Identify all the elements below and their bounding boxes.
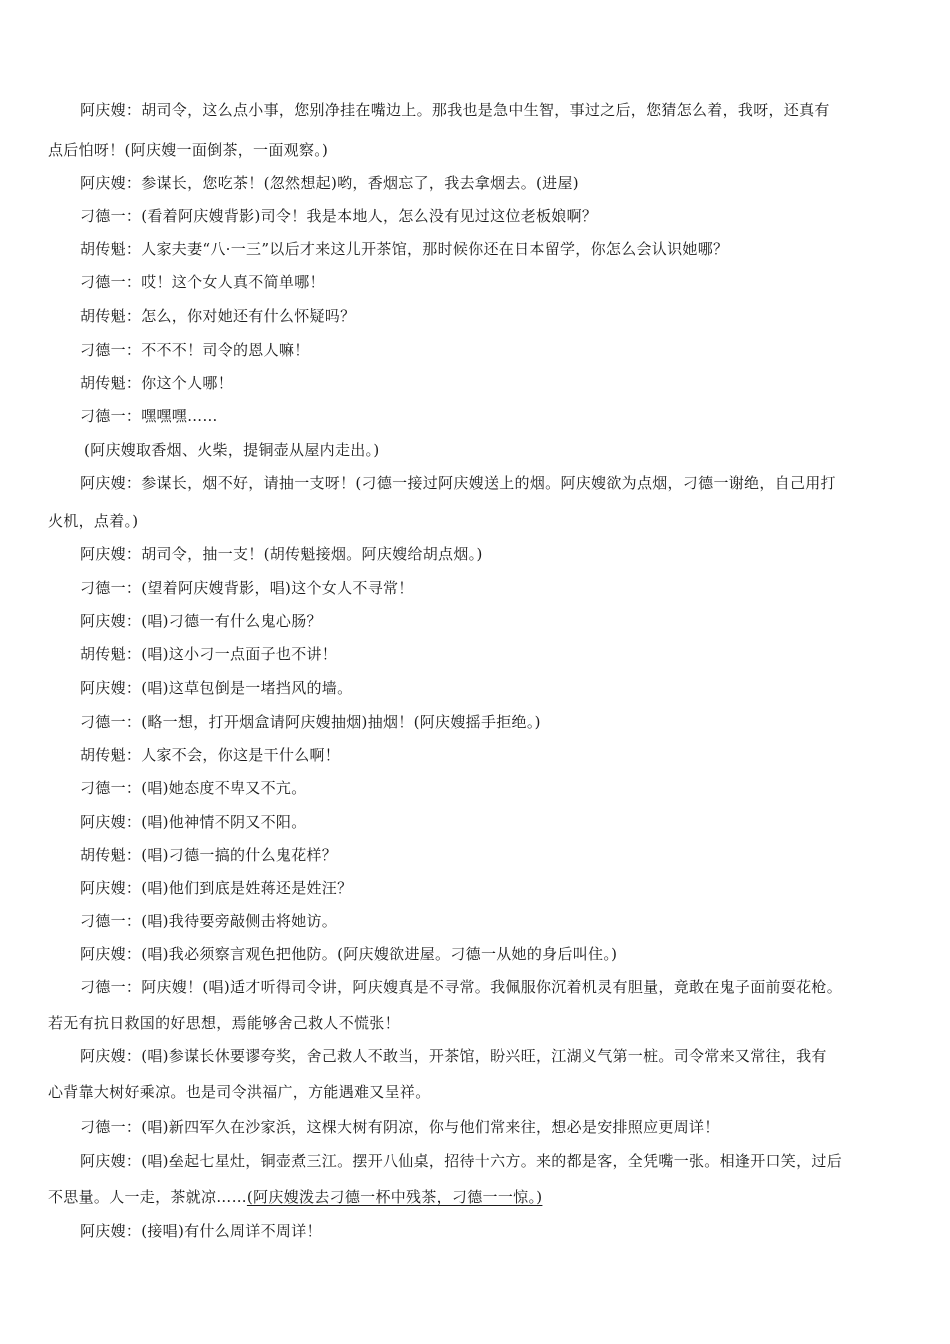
text-line: 胡传魁：怎么，你对她还有什么怀疑吗？ (80, 307, 356, 325)
text-line: 阿庆嫂：胡司令，抽一支！(胡传魁接烟。阿庆嫂给胡点烟。) (80, 545, 483, 563)
text-line (48, 1187, 908, 1207)
text-line: 刁德一：哎！这个女人真不简单哪！ (80, 273, 325, 291)
text-line: 刁德一：(看着阿庆嫂背影)司令！我是本地人，怎么没有见过这位老板娘啊？ (80, 207, 598, 225)
text-line: 阿庆嫂：(唱)参谋长休要谬夸奖，舍己救人不敢当，开茶馆，盼兴旺，江湖义气第一桩。司令常来又常往，我有 (80, 1047, 827, 1065)
text-line: 胡传魁：人家不会，你这是干什么啊！ (80, 746, 341, 764)
text-line: 刁德一：(略一想，打开烟盒请阿庆嫂抽烟)抽烟！(阿庆嫂摇手拒绝。) (80, 713, 541, 731)
text-line: 刁德一：(唱)新四军久在沙家浜，这棵大树有阴凉，你与他们常来往，想必是安排照应更周详！ (80, 1118, 720, 1136)
text-line: 刁德一：(唱)她态度不卑又不亢。 (80, 779, 307, 797)
text-line: 阿庆嫂：(唱)他们到底是姓蒋还是姓汪？ (80, 879, 353, 897)
text-line: 胡传魁：你这个人哪！ (80, 374, 234, 392)
stage-direction-line: (阿庆嫂取香烟、火柴，提铜壶从屋内走出。) (84, 441, 380, 459)
text-line: 阿庆嫂：(唱)刁德一有什么鬼心肠？ (80, 612, 322, 630)
text-line: 阿庆嫂：(唱)我必须察言观色把他防。(阿庆嫂欲进屋。刁德一从她的身后叫住。) (80, 945, 618, 963)
text-line: 阿庆嫂：(唱)他神情不阴又不阳。 (80, 813, 307, 831)
text-line: 刁德一：(望着阿庆嫂背影，唱)这个女人不寻常！ (80, 579, 414, 597)
text-line: 心背靠大树好乘凉。也是司令洪福广，方能遇难又呈祥。 (48, 1083, 431, 1101)
text-line: 若无有抗日救国的好思想，焉能够舍己救人不慌张！ (48, 1014, 400, 1032)
text-line: 阿庆嫂：参谋长，您吃茶！(忽然想起)哟，香烟忘了，我去拿烟去。(进屋) (80, 174, 579, 192)
text-line: 阿庆嫂：参谋长，烟不好，请抽一支呀！(刁德一接过阿庆嫂送上的烟。阿庆嫂欲为点烟，刁德一谢绝，自己用打 (80, 474, 836, 492)
text-line: 胡传魁：人家夫妻“八·一三”以后才来这儿开茶馆，那时候你还在日本留学，你怎么会认识她哪？ (80, 240, 729, 258)
text-line: 火机，点着。) (48, 512, 139, 530)
text-line-start: 不思量。人一走，茶就凉…… (48, 1188, 247, 1206)
text-line: 阿庆嫂：胡司令，这么点小事，您别净挂在嘴边上。那我也是急中生智，事过之后，您猜怎么着，我呀，还真有 (80, 101, 830, 119)
text-line: 阿庆嫂：(唱)这草包倒是一堵挡风的墙。 (80, 679, 353, 697)
underlined-stage-direction: (阿庆嫂泼去刁德一杯中残茶，刁德一一惊。) (246, 1188, 543, 1206)
text-line: 胡传魁：(唱)刁德一搞的什么鬼花样？ (80, 846, 338, 864)
text-line: 阿庆嫂：(接唱)有什么周详不周详！ (80, 1222, 322, 1240)
text-line: 刁德一：不不不！司令的恩人嘛！ (80, 341, 310, 359)
text-line: 点后怕呀！(阿庆嫂一面倒茶，一面观察。) (48, 141, 329, 159)
text-line: 刁德一：阿庆嫂！(唱)适才听得司令讲，阿庆嫂真是不寻常。我佩服你沉着机灵有胆量，竟敢在鬼子面前耍花枪。 (80, 978, 843, 996)
text-line: 刁德一：(唱)我待要旁敲侧击将她访。 (80, 912, 338, 930)
text-line: 胡传魁：(唱)这小刁一点面子也不讲！ (80, 645, 338, 663)
text-line: 阿庆嫂：(唱)垒起七星灶，铜壶煮三江。摆开八仙桌，招待十六方。来的都是客，全凭嘴一张。相逢开口笑，过后 (80, 1152, 843, 1170)
text-line: 刁德一：嘿嘿嘿…… (80, 407, 218, 425)
